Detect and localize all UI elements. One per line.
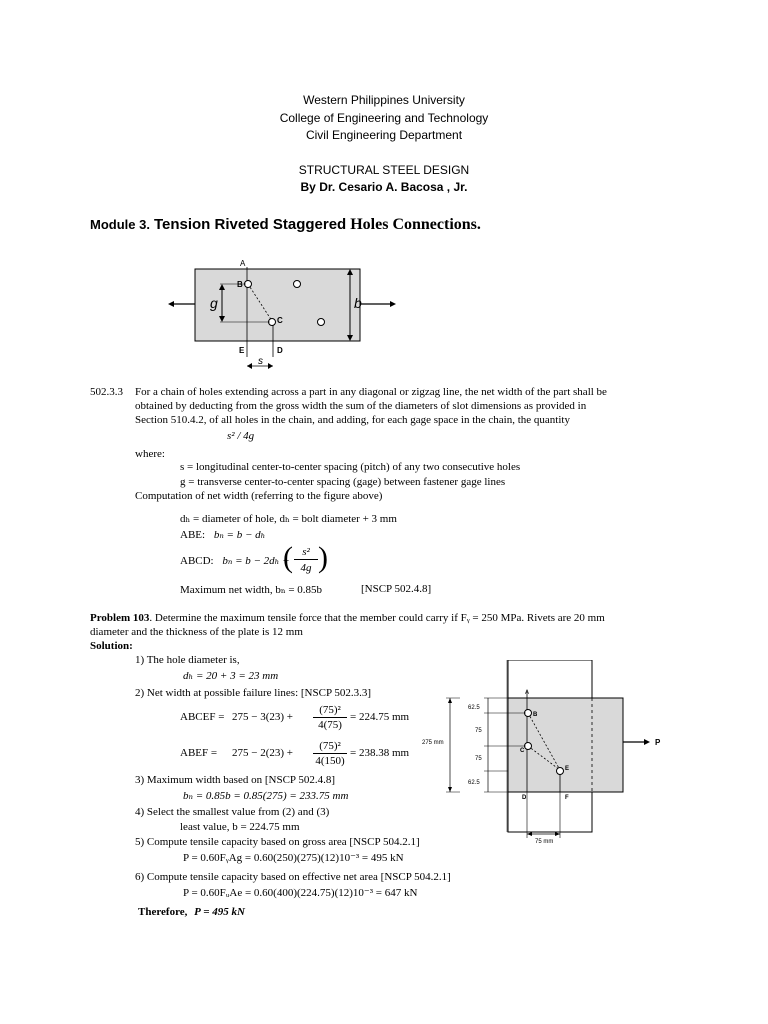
fig2-dim-75a: 75 (475, 728, 482, 734)
department-name: Civil Engineering Department (305, 128, 463, 142)
step-2: 2) Net width at possible failure lines: [NSCP 502.3.3] (135, 687, 372, 699)
plate-rect (195, 269, 360, 341)
fig2-dim-bottom: 62.5 (468, 780, 480, 786)
abcd-label: ABCD: (180, 555, 214, 567)
problem-label: Problem 103 (90, 612, 150, 624)
definition-g: g = transverse center-to-center spacing (gage) between fastener gage lines (180, 476, 506, 488)
module-title-period: . (476, 216, 481, 233)
fig1-label-b: B (237, 280, 243, 289)
fig2-label-f: F (565, 795, 569, 801)
therefore-line (138, 906, 245, 918)
fig1-label-d: D (277, 346, 283, 355)
module-heading (90, 216, 481, 234)
therefore-label: Therefore, (138, 906, 188, 918)
solution-label: Solution: (90, 640, 133, 652)
course-title: STRUCTURAL STEEL DESIGN (298, 163, 470, 177)
where-label: where: (135, 448, 165, 460)
abe-formula: bₙ = b − dₕ (213, 529, 266, 541)
step-3-equation: bₙ = 0.85b = 0.85(275) = 233.75 mm (183, 790, 349, 802)
hole-diameter-definition: dₕ = diameter of hole, dₕ = bolt diameter + 3 mm (180, 513, 397, 525)
abcd-paren-close: ) (318, 541, 328, 574)
university-name: Western Philippines University (303, 93, 465, 107)
fig2-label-d: D (522, 795, 527, 801)
problem-statement-line-1 (90, 612, 605, 624)
abcd-paren-open: ( (283, 541, 293, 574)
max-net-width-ref: [NSCP 502.4.8] (361, 583, 432, 595)
hole-upper-right (294, 281, 301, 288)
step-5: 5) Compute tensile capacity based on gross area [NSCP 504.2.1] (135, 836, 420, 848)
step-1: 1) The hole diameter is, (135, 654, 240, 666)
fig2-label-c: C (520, 748, 525, 754)
step-1-equation: dₕ = 20 + 3 = 23 mm (183, 670, 279, 682)
section-line-3: Section 510.4.2, of all holes in the chain, and adding, for each gage space in the chain, the quantity (135, 414, 570, 426)
abef-numerator: (75)² (313, 740, 347, 754)
abef-denominator: 4(150) (315, 755, 345, 767)
problem-figure (420, 660, 670, 850)
fig1-label-b-width: b (354, 295, 362, 311)
fig2-label-p: P (655, 738, 661, 747)
college-name: College of Engineering and Technology (279, 111, 489, 125)
fig1-label-a: A (240, 259, 246, 268)
module-prefix: Module 3. (90, 217, 150, 232)
abcd-line (180, 554, 290, 567)
section-code: 502.3.3 (90, 386, 123, 398)
definition-s: s = longitudinal center-to-center spacing (pitch) of any two consecutive holes (180, 461, 521, 473)
fig2-dim-top: 62.5 (468, 705, 480, 711)
left-arrow-icon (168, 301, 174, 307)
fig2-dim-pitch: 75 mm (535, 839, 554, 845)
fig1-label-e: E (239, 346, 245, 355)
fig1-label-s: s (258, 356, 263, 367)
fig1-label-g: g (210, 295, 218, 311)
step-6: 6) Compute tensile capacity based on effective net area [NSCP 504.2.1] (135, 871, 451, 883)
force-arrow-icon (644, 739, 650, 745)
abcef-denominator: 4(75) (318, 719, 342, 731)
author-line: By Dr. Cesario A. Bacosa , Jr. (300, 180, 468, 194)
abcef-numerator: (75)² (313, 704, 347, 718)
staggered-holes-figure (160, 255, 410, 375)
hole-lower-right (318, 319, 325, 326)
abe-line (180, 528, 265, 541)
fig2-dim-total: 275 mm (422, 740, 444, 746)
problem-text-1: . Determine the maximum tensile force that the member could carry if Fᵧ = 250 MPa. Rivets are 20 mm (149, 612, 605, 624)
step-4: 4) Select the smallest value from (2) and (3) (135, 806, 330, 818)
abef-label: ABEF = (180, 747, 218, 759)
computation-heading: Computation of net width (referring to the figure above) (135, 490, 383, 502)
module-title: Tension Riveted Staggered (153, 216, 347, 233)
step-6-equation: P = 0.60FᵤAe = 0.60(400)(224.75)(12)10⁻³ = 647 kN (183, 887, 418, 899)
step-4-equation: least value, b = 224.75 mm (180, 821, 300, 833)
fig2-label-e: E (565, 766, 570, 772)
abef-result: = 238.38 mm (350, 747, 410, 759)
fig2-label-b: B (533, 712, 538, 718)
abcd-formula: bₙ = b − 2dₕ + (222, 555, 290, 567)
fig2-dim-75b: 75 (475, 756, 482, 762)
abcd-frac-num: s² (294, 546, 318, 560)
final-answer: P = 495 kN (194, 906, 245, 918)
fig2-label-a: A (525, 690, 530, 696)
abcef-label: ABCEF = (180, 711, 225, 723)
abcd-frac-den: 4g (300, 562, 312, 574)
module-title-serif: Holes Connections (350, 216, 477, 233)
fig1-label-c: C (277, 316, 283, 325)
problem-text-2: diameter and the thickness of the plate is 12 mm (90, 626, 303, 638)
abcef-result: = 224.75 mm (350, 711, 410, 723)
hole-e (557, 768, 564, 775)
max-net-width: Maximum net width, bₙ = 0.85b (180, 584, 323, 596)
abcef-pre: 275 − 3(23) + (232, 711, 293, 723)
abef-pre: 275 − 2(23) + (232, 747, 293, 759)
abe-label: ABE: (180, 529, 206, 541)
quantity-formula: s² / 4g (227, 430, 255, 442)
step-3: 3) Maximum width based on [NSCP 502.4.8] (135, 774, 336, 786)
step-5-equation: P = 0.60FᵧAg = 0.60(250)(275)(12)10⁻³ = 495 kN (183, 852, 404, 864)
section-line-2: obtained by deducting from the gross width the sum of the diameters of slot dimensions as provided in (135, 400, 587, 412)
section-line-1: For a chain of holes extending across a part in any diagonal or zigzag line, the net width of the part shall be (135, 386, 607, 398)
right-arrow-icon (390, 301, 396, 307)
